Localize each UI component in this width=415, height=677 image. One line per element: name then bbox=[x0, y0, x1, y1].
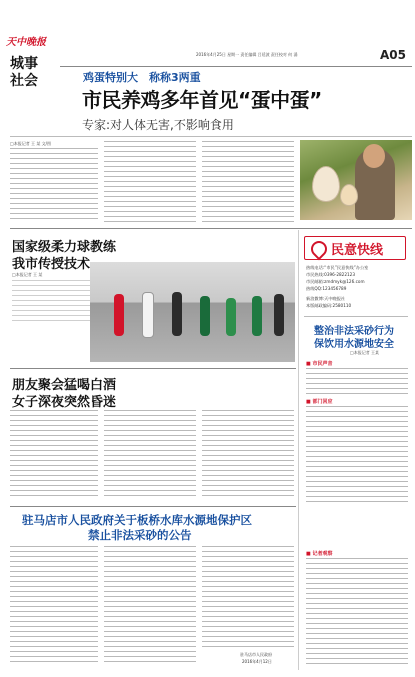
hotline-item-1: ■ 市民声音 bbox=[306, 361, 333, 367]
dancer-7 bbox=[274, 294, 284, 336]
notice-title-2: 禁止非法采砂的公告 bbox=[88, 528, 192, 542]
notice-body-col1 bbox=[10, 546, 98, 666]
hotline-info-5: 新浪微博:天中晚报社 bbox=[306, 296, 346, 301]
notice-body-col2 bbox=[104, 546, 196, 666]
dancer-5 bbox=[226, 298, 236, 336]
dance-byline: □本报记者 王 某 bbox=[12, 272, 43, 277]
dancer-6 bbox=[252, 296, 262, 336]
hotline-info-4: 热线QQ:123456789 bbox=[306, 286, 347, 291]
lead-rule bbox=[10, 136, 412, 137]
hotline-item-2-label: 部门回应 bbox=[312, 399, 333, 405]
date-line: 2016年4月25日 星期一 责任编辑 吕延波 责任校对 何 涌 bbox=[196, 52, 298, 57]
masthead bbox=[0, 0, 415, 90]
hotline-story-title-2: 保饮用水源地安全 bbox=[314, 339, 394, 350]
hotline-column bbox=[300, 230, 412, 510]
hotline-info-2: 市民热线:0396-2822123 bbox=[306, 272, 355, 277]
hotline-item-2-body bbox=[306, 406, 408, 506]
hotline-item-2: ■ 部门回应 bbox=[306, 399, 333, 405]
hotline-story-byline: □本报记者 王某 bbox=[350, 350, 380, 355]
dancer-4 bbox=[200, 296, 210, 336]
egg-photo bbox=[300, 140, 412, 220]
notice-body-col3 bbox=[202, 546, 294, 650]
lead-kicker: 鸡蛋特别大 称称3两重 bbox=[83, 71, 201, 84]
hotline-info-3: 市民邮箱:zmdmyk@126.com bbox=[306, 279, 365, 284]
hotline-title: 民意快线 bbox=[331, 243, 384, 258]
egg-large bbox=[312, 166, 340, 202]
hotline-pin-icon bbox=[308, 238, 331, 261]
column-divider bbox=[298, 230, 299, 670]
section-rule-2 bbox=[10, 368, 296, 369]
hotline-item-1-label: 市民声音 bbox=[312, 361, 333, 367]
drunk-title-1: 朋友聚会猛喝白酒 bbox=[12, 378, 117, 393]
lead-body-col3 bbox=[202, 141, 294, 222]
drunk-title-2: 女子深夜突然昏迷 bbox=[12, 395, 117, 410]
hotline-item-3: ■ 记者观察 bbox=[306, 551, 333, 557]
lead-byline: □本报记者 王 某 文/图 bbox=[10, 141, 51, 146]
page-number: A05 bbox=[380, 48, 406, 62]
lead-subhead: 专家:对人体无害,不影响食用 bbox=[82, 118, 234, 132]
hotline-rule bbox=[304, 316, 408, 317]
egg-small bbox=[340, 184, 358, 206]
hotline-item-1-body bbox=[306, 368, 408, 394]
dance-title-2: 我市传授技术 bbox=[12, 257, 91, 272]
newspaper-logo: 天中晚报 bbox=[6, 37, 46, 48]
hotline-info bbox=[306, 264, 410, 309]
dance-intro bbox=[12, 280, 100, 324]
hotline-item-3-body bbox=[306, 558, 408, 666]
section-name: 城事社会 bbox=[10, 56, 38, 89]
lead-headline: 市民养鸡多年首见“蛋中蛋” bbox=[82, 88, 322, 112]
notice-title-1: 驻马店市人民政府关于板桥水库水源地保护区 bbox=[22, 513, 252, 527]
dance-title-1: 国家级柔力球教练 bbox=[12, 240, 117, 255]
hotline-info-1: 热线电话:“市民”民意快线”办公室 bbox=[306, 265, 369, 270]
drunk-body-col1 bbox=[10, 410, 98, 500]
drunk-body-col3 bbox=[202, 410, 294, 500]
masthead-rule bbox=[60, 66, 412, 67]
section-rule-1 bbox=[10, 228, 412, 229]
notice-signature-2: 2016年4月12日 bbox=[242, 659, 272, 664]
hotline-banner bbox=[304, 236, 406, 260]
dancer-2 bbox=[142, 292, 154, 338]
notice-signature-1: 驻马店市人民政府 bbox=[240, 652, 272, 657]
person-head bbox=[363, 144, 385, 168]
section-tag bbox=[10, 56, 46, 90]
hotline-info-6: 本版邮政编码:2580110 bbox=[306, 303, 352, 308]
section-rule-3 bbox=[10, 506, 296, 507]
hotline-story-title-1: 整治非法采砂行为 bbox=[314, 326, 394, 337]
lead-body-col1 bbox=[10, 148, 98, 222]
drunk-body-col2 bbox=[104, 410, 196, 500]
dancer-1 bbox=[114, 294, 124, 336]
dancer-3 bbox=[172, 292, 182, 336]
hotline-item-3-label: 记者观察 bbox=[312, 551, 333, 557]
lead-body-col2 bbox=[104, 141, 196, 222]
dance-photo bbox=[90, 262, 295, 362]
